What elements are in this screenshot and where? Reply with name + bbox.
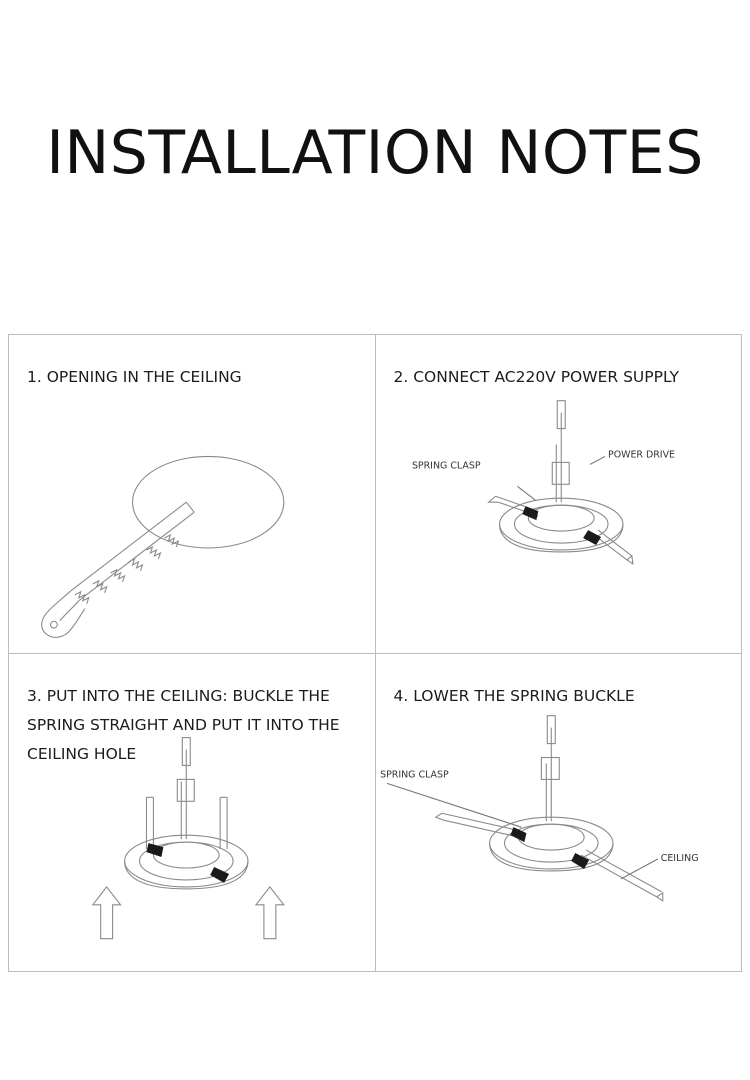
step-2-figure	[376, 335, 742, 653]
step-4-label-spring-clasp: SPRING CLASP	[379, 768, 449, 780]
step-3-title: 3. PUT INTO THE CEILING: BUCKLE THE SPRING STRAIGHT AND PUT IT INTO THE CEILING HOLE	[27, 686, 340, 763]
step-2-label-power-drive: POWER DRIVE	[607, 449, 675, 461]
step-card-1	[9, 335, 376, 654]
installation-steps-grid	[8, 334, 742, 972]
step-3-figure	[9, 654, 375, 972]
step-1-figure	[9, 335, 375, 653]
step-1-title: 1. OPENING IN THE CEILING	[27, 368, 242, 386]
step-card-4	[376, 654, 743, 973]
step-card-2	[376, 335, 743, 654]
step-2-title: 2. CONNECT AC220V POWER SUPPLY	[393, 368, 679, 386]
step-4-figure	[376, 654, 742, 972]
step-card-3	[9, 654, 376, 973]
step-4-title: 4. LOWER THE SPRING BUCKLE	[393, 686, 635, 705]
page-title: INSTALLATION NOTES	[46, 118, 704, 188]
step-4-label-ceiling: CEILING	[660, 852, 699, 864]
step-2-label-spring-clasp: SPRING CLASP	[411, 460, 481, 472]
